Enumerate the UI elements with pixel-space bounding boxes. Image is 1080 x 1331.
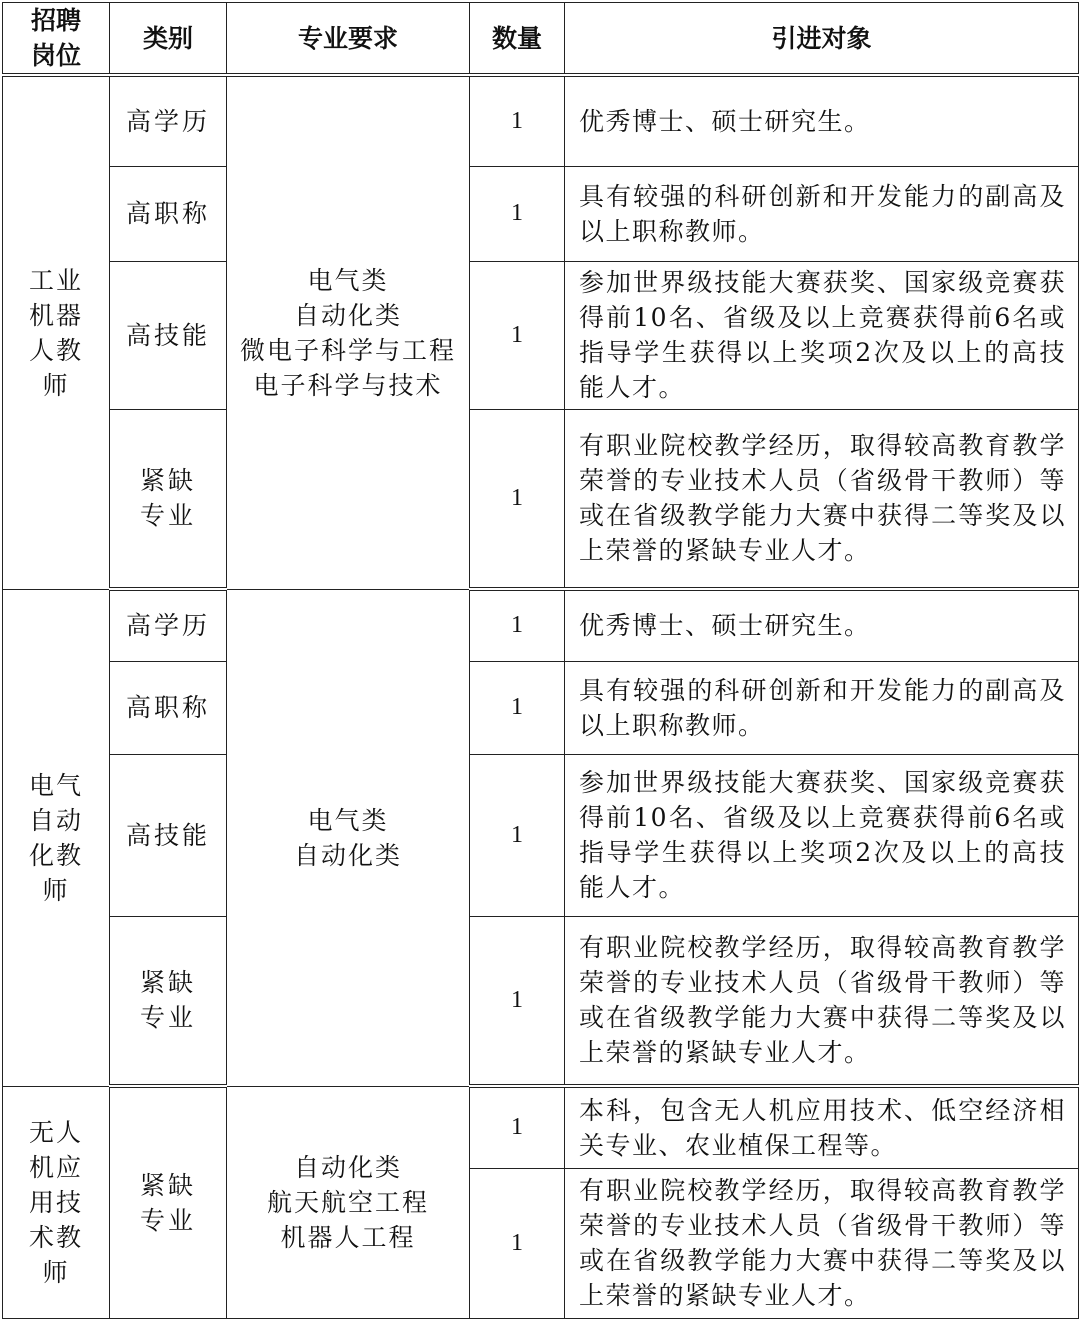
category-cell: [110, 409, 227, 589]
category-cell: 高技能: [110, 754, 227, 916]
target-cell: 有职业院校教学经历，取得较高教育教学荣誉的专业技术人员（省级骨干教师）等或在省级教学能力大赛中获得二等奖及以上荣誉的紧缺专业人才。: [565, 916, 1079, 1086]
major-cell: [227, 589, 470, 1086]
count-cell: 1: [470, 1168, 565, 1318]
table-row: [3, 261, 1079, 409]
header-position-line: 招聘: [30, 6, 81, 35]
table-row: [3, 409, 1079, 589]
count-cell: 1: [470, 166, 565, 261]
position-line: 机器: [28, 300, 83, 330]
category-cell: 高技能: [110, 261, 227, 409]
count-cell: 1: [470, 754, 565, 916]
major-line: 电气类: [307, 265, 389, 295]
category-line: 专业: [139, 501, 196, 531]
major-line: 自动化类: [293, 1152, 402, 1182]
table-row: [3, 661, 1079, 754]
table-row: [3, 916, 1079, 1086]
category-cell: [110, 916, 227, 1086]
major-line: 自动化类: [293, 840, 402, 870]
table-row: [3, 754, 1079, 916]
major-cell: [227, 75, 470, 589]
position-line: 机应: [28, 1152, 83, 1182]
position-line: 自动: [28, 805, 83, 835]
target-cell: 有职业院校教学经历，取得较高教育教学荣誉的专业技术人员（省级骨干教师）等或在省级教学能力大赛中获得二等奖及以上荣誉的紧缺专业人才。: [565, 409, 1079, 589]
major-line: 电子科学与技术: [253, 370, 443, 400]
category-line: 专业: [139, 1003, 196, 1033]
count-cell: 1: [470, 261, 565, 409]
major-line: 机器人工程: [280, 1222, 416, 1252]
position-line: 术教: [28, 1222, 83, 1252]
header-target: 引进对象: [565, 3, 1079, 76]
position-cell: [3, 589, 110, 1086]
category-cell: 高职称: [110, 661, 227, 754]
category-line: 紧缺: [139, 1170, 196, 1200]
category-line: 专业: [139, 1205, 196, 1235]
category-cell: 高学历: [110, 75, 227, 166]
target-cell: 参加世界级技能大赛获奖、国家级竞赛获得前10名、省级及以上竞赛获得前6名或指导学生获得以上奖项2次及以上的高技能人才。: [565, 754, 1079, 916]
position-line: 电气: [28, 770, 83, 800]
position-line: 无人: [28, 1117, 83, 1147]
header-major: 专业要求: [227, 3, 470, 76]
position-cell: [3, 75, 110, 589]
category-cell: 高学历: [110, 589, 227, 661]
count-cell: 1: [470, 75, 565, 166]
target-cell: 具有较强的科研创新和开发能力的副高及以上职称教师。: [565, 166, 1079, 261]
header-category: 类别: [110, 3, 227, 76]
major-line: 自动化类: [293, 300, 402, 330]
table-row: [3, 589, 1079, 661]
count-cell: 1: [470, 409, 565, 589]
position-line: 化教: [28, 840, 83, 870]
major-line: 航天航空工程: [266, 1187, 429, 1217]
major-line: 微电子科学与工程: [239, 335, 456, 365]
count-cell: 1: [470, 1086, 565, 1168]
target-cell: 具有较强的科研创新和开发能力的副高及以上职称教师。: [565, 661, 1079, 754]
count-cell: 1: [470, 916, 565, 1086]
major-line: 电气类: [307, 805, 389, 835]
position-line: 师: [42, 1257, 70, 1287]
header-position: [3, 3, 110, 76]
category-line: 紧缺: [139, 968, 196, 998]
category-cell: 高职称: [110, 166, 227, 261]
table-row: [3, 75, 1079, 166]
target-cell: 参加世界级技能大赛获奖、国家级竞赛获得前10名、省级及以上竞赛获得前6名或指导学生获得以上奖项2次及以上的高技能人才。: [565, 261, 1079, 409]
position-line: 师: [42, 875, 70, 905]
position-line: 师: [42, 370, 70, 400]
table-row: [3, 166, 1079, 261]
position-line: 工业: [28, 265, 83, 295]
header-position-line: 岗位: [30, 41, 81, 70]
target-cell: 本科，包含无人机应用技术、低空经济相关专业、农业植保工程等。: [565, 1086, 1079, 1168]
header-count: 数量: [470, 3, 565, 76]
position-line: 人教: [28, 335, 83, 365]
recruitment-table: [2, 2, 1079, 1319]
major-cell: [227, 1086, 470, 1318]
target-cell: 优秀博士、硕士研究生。: [565, 589, 1079, 661]
position-cell: [3, 1086, 110, 1318]
count-cell: 1: [470, 589, 565, 661]
target-cell: 有职业院校教学经历，取得较高教育教学荣誉的专业技术人员（省级骨干教师）等或在省级教学能力大赛中获得二等奖及以上荣誉的紧缺专业人才。: [565, 1168, 1079, 1318]
position-line: 用技: [28, 1187, 83, 1217]
table-row: [3, 1086, 1079, 1168]
header-row: [3, 3, 1079, 76]
category-cell: [110, 1086, 227, 1318]
target-cell: 优秀博士、硕士研究生。: [565, 75, 1079, 166]
category-line: 紧缺: [139, 466, 196, 496]
count-cell: 1: [470, 661, 565, 754]
